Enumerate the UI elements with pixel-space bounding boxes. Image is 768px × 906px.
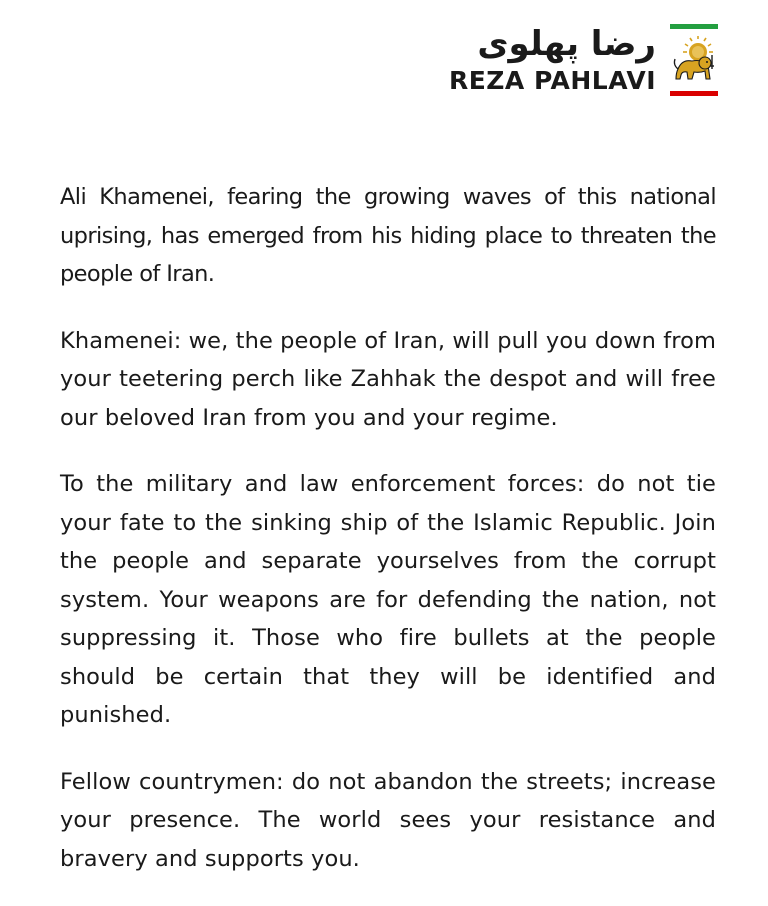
- brand-block: [449, 24, 656, 96]
- statement-paragraph: Khamenei: we, the people of Iran, will pull you down from your teetering perch like Zahhak the despot and will free our beloved Iran from you and your regime.: [60, 327, 716, 431]
- lion-and-sun-emblem-icon: [672, 35, 716, 85]
- brand-script-name: رضا پهلوی: [477, 24, 656, 64]
- statement-paragraph: To the military and law enforcement forces: do not tie your fate to the sinking ship of the Islamic Republic. Join the people and separate yourselves from the corrupt system. Your weapons are for defending the nation, not suppressing it. Those who fire bullets at the people should be certain that they will be identified and punished.: [60, 471, 716, 728]
- brand-name: REZA PAHLAVI: [448, 66, 656, 95]
- flag-red-stripe: [670, 91, 718, 96]
- header: [449, 24, 718, 96]
- statement-paragraph: Ali Khamenei, fearing the growing waves of this national uprising, has emerged from his hiding place to threaten the people of Iran.: [60, 184, 716, 287]
- emblem: [670, 24, 718, 96]
- statement-paragraph: Fellow countrymen: do not abandon the streets; increase your presence. The world sees your resistance and bravery and supports you.: [60, 768, 716, 872]
- flag-green-stripe: [670, 24, 718, 29]
- statement-body: [60, 178, 716, 906]
